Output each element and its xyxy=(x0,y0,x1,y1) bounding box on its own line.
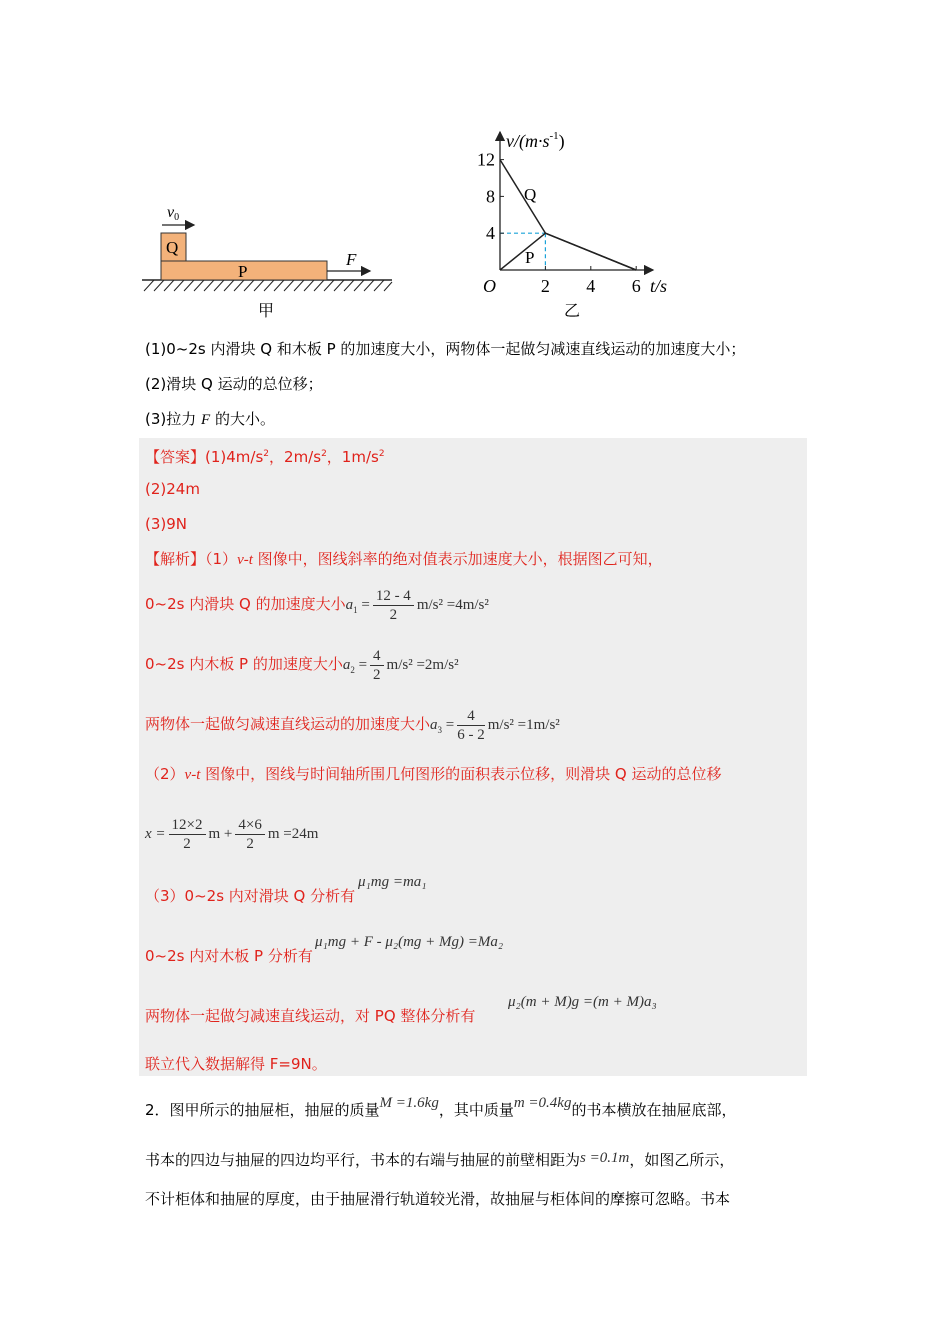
analysis-p2-line: （2）v-t 图像中，图线与时间轴所围几何图形的面积表示位移，则滑块 Q 运动的总位移 xyxy=(145,765,722,783)
analysis-tag: 【解析】 xyxy=(145,550,206,568)
analysis-x-equation: x = $\frac{12\times 2}{2}$ m + $\frac{4\times 6}{2}$ m =24m xyxy=(145,817,319,853)
y-axis-label: $v/(m\cdot s^{-1})$ xyxy=(506,130,565,151)
x-tick-label: 4 xyxy=(586,276,596,296)
analysis-eq3-1: μ₁mg =ma₁ xyxy=(358,874,427,890)
origin-label: O xyxy=(483,276,496,296)
y-tick-label: 4 xyxy=(486,223,495,244)
series-line-p xyxy=(500,233,636,270)
figure-yi-caption: 乙 xyxy=(564,301,581,320)
question-1: (1)0~2s 内滑块 Q 和木板 P 的加速度大小，两物体一起做匀减速直线运动的加速度大小； xyxy=(145,340,746,358)
q-line-label: Q xyxy=(524,185,537,204)
ground-hatch xyxy=(144,280,392,291)
force-label: F xyxy=(346,250,357,269)
x-axis-label: t/s xyxy=(650,276,668,296)
question-3: (3)拉力 F 的大小。 xyxy=(145,410,275,428)
answer-line-3: (3)9N xyxy=(145,515,188,533)
analysis-line-1: 【解析】（1）v-t 图像中，图线斜率的绝对值表示加速度大小，根据图乙可知， xyxy=(145,550,663,568)
y-tick-label: 8 xyxy=(486,186,495,207)
analysis-p3-line-3: 两物体一起做匀减速直线运动，对 PQ 整体分析有 xyxy=(145,1007,476,1025)
question-2: (2)滑块 Q 运动的总位移； xyxy=(145,375,323,393)
answer-line-2: (2)24m xyxy=(145,480,200,498)
analysis-eq3-2: μ₁mg + F - μ₂(mg + Mg) =Ma₂ xyxy=(315,934,504,950)
answer-box xyxy=(139,438,807,1076)
analysis-p3-line-1: （3）0~2s 内对滑块 Q 分析有 xyxy=(145,887,356,905)
analysis-a1-line: 0~2s 内滑块 Q 的加速度大小$a_1$ = $\frac{12 - 4}{2}$ m/s² =4m/s² xyxy=(145,588,489,624)
v0-label: v0 xyxy=(167,204,180,223)
figure-yi-vt-graph xyxy=(470,125,690,325)
figure-jia-caption: 甲 xyxy=(258,301,275,320)
next-question-line-2: 书本的四边与抽屉的四边均平行，书本的右端与抽屉的前壁相距为s =0.1m，如图乙所示， xyxy=(145,1150,735,1169)
analysis-eq3-3: μ₂(m + M)g =(m + M)a₃ xyxy=(508,994,657,1010)
x-tick-label: 6 xyxy=(631,276,641,296)
next-question-line-3: 不计柜体和抽屉的厚度，由于抽屉滑行轨道较光滑，故抽屉与柜体间的摩擦可忽略。书本 xyxy=(145,1190,731,1208)
next-question-line-1: 2．图甲所示的抽屉柜，抽屉的质量M =1.6kg，其中质量m =0.4kg的书本横放在抽屉底部， xyxy=(145,1095,737,1119)
board-p-label: P xyxy=(238,262,248,281)
p-line-label: P xyxy=(525,248,535,267)
analysis-a2-line: 0~2s 内木板 P 的加速度大小$a_2$ = $\frac{4}{2}$ m/s² =2m/s² xyxy=(145,648,459,684)
block-q-label: Q xyxy=(166,238,179,257)
answer-line-1: 【答案】$(1)4m/s^2$，$2m/s^2$，$1m/s^2$ xyxy=(145,448,385,466)
analysis-final: 联立代入数据解得 F=9N。 xyxy=(145,1055,327,1073)
analysis-a3-line: 两物体一起做匀减速直线运动的加速度大小$a_3$ = $\frac{4}{6 - 2}$ m/s² =1m/s² xyxy=(145,708,560,744)
y-tick-label: 12 xyxy=(477,149,495,170)
analysis-p3-line-2: 0~2s 内对木板 P 分析有 xyxy=(145,947,313,965)
figure-jia xyxy=(140,195,400,325)
x-tick-label: 2 xyxy=(540,276,550,296)
answer-tag: 【答案】 xyxy=(145,448,206,466)
